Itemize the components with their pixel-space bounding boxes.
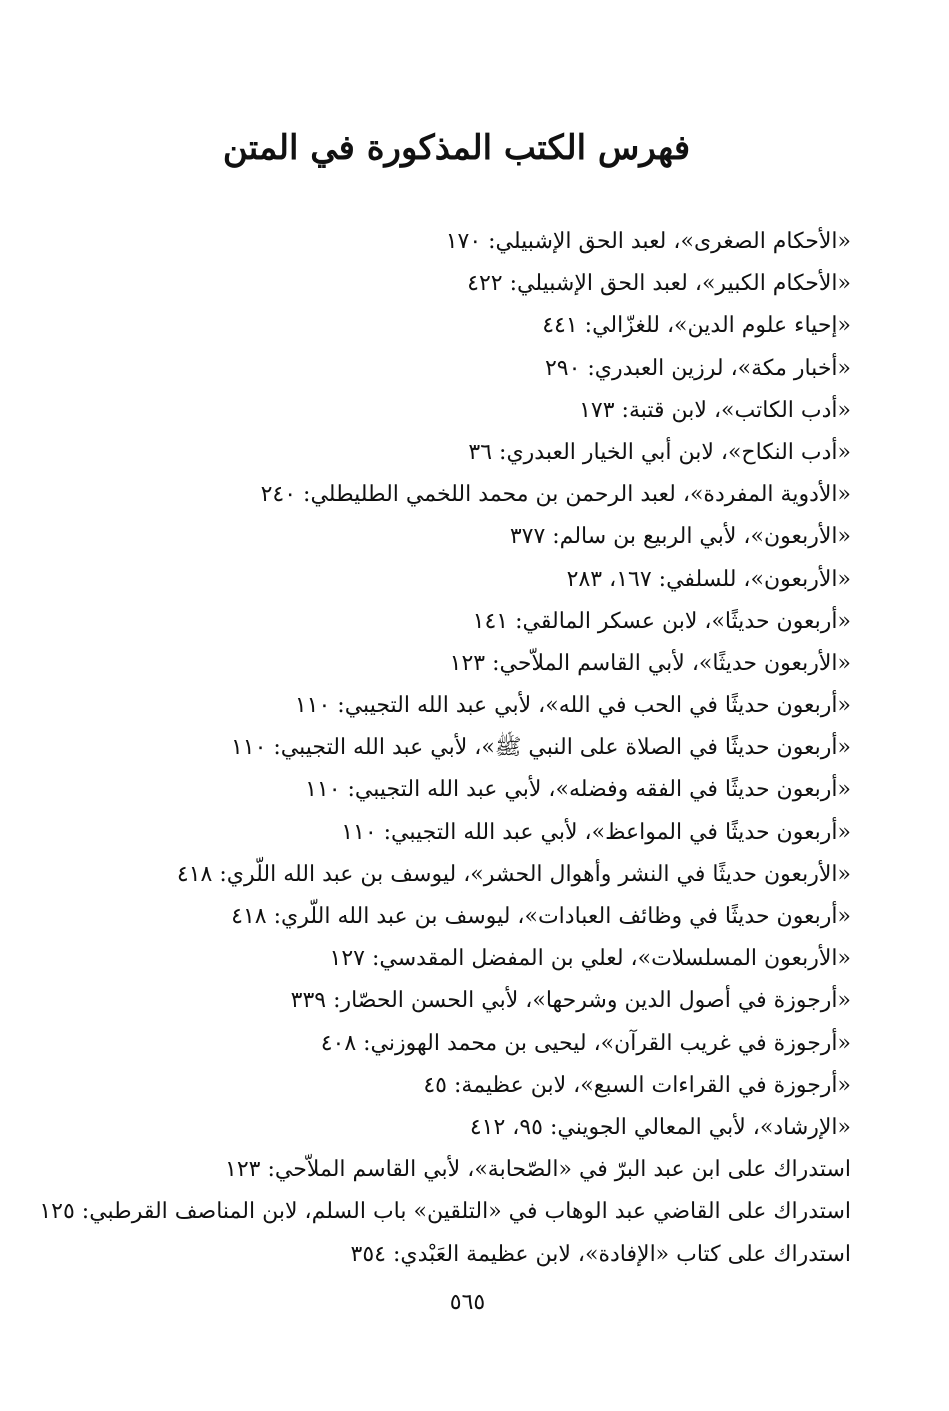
index-entry: «أربعون حديثًا في الصلاة على النبي ﷺ»، لأبي عبد الله التجيبي: ١١٠ bbox=[230, 735, 851, 761]
index-entry: «الأربعون»، لأبي الربيع بن سالم: ٣٧٧ bbox=[509, 524, 851, 550]
book-index-list bbox=[39, 221, 851, 1276]
index-entry: «الأربعون حديثًا في النشر وأهوال الحشر»، ليوسف بن عبد الله اللّري: ٤١٨ bbox=[176, 861, 851, 887]
index-entry: «أخبار مكة»، لرزين العبدري: ٢٩٠ bbox=[544, 355, 851, 381]
index-entry: «الأربعون»، للسلفي: ١٦٧، ٢٨٣ bbox=[566, 566, 851, 592]
page-title: فهرس الكتب المذكورة في المتن bbox=[222, 128, 691, 168]
index-entry: استدراك على كتاب «الإفادة»، لابن عظيمة العَبْدي: ٣٥٤ bbox=[350, 1241, 851, 1267]
index-entry: «أرجوزة في أصول الدين وشرحها»، لأبي الحسن الحصّار: ٣٣٩ bbox=[290, 988, 851, 1014]
index-entry: «الأربعون حديثًا»، لأبي القاسم الملاّحي: ١٢٣ bbox=[449, 650, 851, 676]
index-entry: «أربعون حديثًا في وظائف العبادات»، ليوسف بن عبد الله اللّري: ٤١٨ bbox=[231, 904, 851, 929]
index-entry: «أربعون حديثًا»، لابن عسكر المالقي: ١٤١ bbox=[472, 608, 851, 634]
index-entry: «الأدوية المفردة»، لعبد الرحمن بن محمد اللخمي الطليطلي: ٢٤٠ bbox=[260, 482, 851, 508]
index-entry: «أربعون حديثًا في الحب في الله»، لأبي عبد الله التجيبي: ١١٠ bbox=[294, 693, 851, 719]
index-entry: «الإرشاد»، لأبي المعالي الجويني: ٩٥، ٤١٢ bbox=[469, 1114, 851, 1140]
index-entry: «الأحكام الكبير»، لعبد الحق الإشبيلي: ٤٢٢ bbox=[467, 271, 851, 297]
page-number: ٥٦٥ bbox=[449, 1290, 486, 1315]
index-entry: «الأربعون المسلسلات»، لعلي بن المفضل المقدسي: ١٢٧ bbox=[329, 946, 851, 972]
index-entry: «أربعون حديثًا في الفقه وفضله»، لأبي عبد الله التجيبي: ١١٠ bbox=[305, 777, 851, 803]
index-entry: «أدب الكاتب»، لابن قتبة: ١٧٣ bbox=[579, 397, 851, 423]
index-entry: استدراك على ابن عبد البرّ في «الصّحابة»، لأبي القاسم الملاّحي: ١٢٣ bbox=[225, 1157, 851, 1183]
index-entry: «أرجوزة في غريب القرآن»، ليحيى بن محمد الهوزني: ٤٠٨ bbox=[320, 1030, 851, 1056]
index-entry: «أرجوزة في القراءات السبع»، لابن عظيمة: ٤٥ bbox=[423, 1072, 851, 1098]
index-entry: «الأحكام الصغرى»، لعبد الحق الإشبيلي: ١٧٠ bbox=[445, 229, 851, 254]
index-entry: استدراك على القاضي عبد الوهاب في «التلقين» باب السلم، لابن المناصف القرطبي: ١٢٥ bbox=[39, 1199, 851, 1225]
index-entry: «أربعون حديثًا في المواعظ»، لأبي عبد الله التجيبي: ١١٠ bbox=[341, 819, 851, 845]
index-entry: «أدب النكاح»، لابن أبي الخيار العبدري: ٣٦ bbox=[468, 439, 851, 465]
index-entry: «إحياء علوم الدين»، للغزّالي: ٤٤١ bbox=[542, 313, 851, 339]
